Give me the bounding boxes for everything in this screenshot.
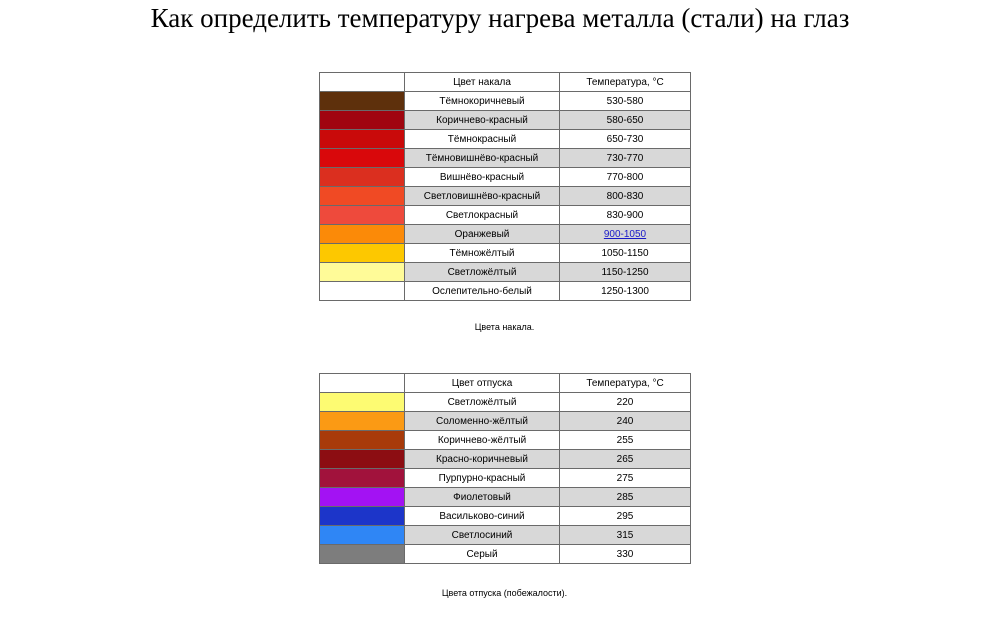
temperature-header: Температура, °С	[560, 374, 691, 393]
temperature-cell: 220	[560, 393, 691, 412]
color-name-cell: Светлосиний	[405, 526, 560, 545]
temperature-cell: 730-770	[560, 149, 691, 168]
table-row	[320, 469, 691, 488]
temperature-cell: 650-730	[560, 130, 691, 149]
swatch-header	[320, 73, 405, 92]
table-row	[320, 282, 691, 301]
table-header-row	[320, 374, 691, 393]
table-row	[320, 111, 691, 130]
color-swatch	[320, 545, 405, 564]
color-name-cell: Фиолетовый	[405, 488, 560, 507]
temperature-cell	[560, 225, 691, 244]
color-name-cell: Светложёлтый	[405, 263, 560, 282]
color-name-cell: Тёмнокоричневый	[405, 92, 560, 111]
table-row	[320, 206, 691, 225]
color-name-cell: Соломенно-жёлтый	[405, 412, 560, 431]
temperature-cell: 770-800	[560, 168, 691, 187]
glow-color-table	[319, 72, 691, 301]
color-swatch	[320, 507, 405, 526]
color-name-cell: Ослепительно-белый	[405, 282, 560, 301]
table-header-row	[320, 73, 691, 92]
temperature-cell: 330	[560, 545, 691, 564]
temperature-cell: 295	[560, 507, 691, 526]
color-swatch	[320, 393, 405, 412]
temperature-cell: 1250-1300	[560, 282, 691, 301]
temperature-cell: 285	[560, 488, 691, 507]
table-row	[320, 450, 691, 469]
color-swatch	[320, 130, 405, 149]
color-swatch	[320, 225, 405, 244]
table-row	[320, 431, 691, 450]
table-row	[320, 244, 691, 263]
color-name-cell: Тёмновишнёво-красный	[405, 149, 560, 168]
swatch-header	[320, 374, 405, 393]
color-swatch	[320, 244, 405, 263]
temperature-link[interactable]: 900-1050	[603, 228, 647, 240]
color-swatch	[320, 187, 405, 206]
color-name-cell: Светложёлтый	[405, 393, 560, 412]
temper-table-body	[320, 393, 691, 564]
temperature-cell: 240	[560, 412, 691, 431]
color-name-cell: Коричнево-красный	[405, 111, 560, 130]
table-row	[320, 393, 691, 412]
temper-color-table	[319, 373, 691, 564]
color-name-cell: Тёмнокрасный	[405, 130, 560, 149]
temperature-cell: 830-900	[560, 206, 691, 225]
color-swatch	[320, 469, 405, 488]
color-swatch	[320, 431, 405, 450]
table-row	[320, 168, 691, 187]
temperature-cell: 580-650	[560, 111, 691, 130]
table-row	[320, 149, 691, 168]
temperature-cell: 530-580	[560, 92, 691, 111]
temperature-header: Температура, °С	[560, 73, 691, 92]
table-row	[320, 263, 691, 282]
color-name-cell: Светлокрасный	[405, 206, 560, 225]
color-name-cell: Васильково-синий	[405, 507, 560, 526]
color-swatch	[320, 488, 405, 507]
table-row	[320, 92, 691, 111]
color-name-cell: Серый	[405, 545, 560, 564]
color-swatch	[320, 263, 405, 282]
color-swatch	[320, 92, 405, 111]
table-row	[320, 545, 691, 564]
color-name-cell: Вишнёво-красный	[405, 168, 560, 187]
color-swatch	[320, 206, 405, 225]
color-swatch	[320, 149, 405, 168]
color-name-cell: Светловишнёво-красный	[405, 187, 560, 206]
color-swatch	[320, 412, 405, 431]
temperature-cell: 1050-1150	[560, 244, 691, 263]
page-title: Как определить температуру нагрева металла (стали) на глаз	[150, 3, 850, 33]
table-row	[320, 526, 691, 545]
table-row	[320, 130, 691, 149]
color-name-cell: Тёмножёлтый	[405, 244, 560, 263]
temperature-cell: 275	[560, 469, 691, 488]
temperature-cell: 255	[560, 431, 691, 450]
temper-color-header: Цвет отпуска	[405, 374, 560, 393]
temperature-cell: 800-830	[560, 187, 691, 206]
temperature-cell: 315	[560, 526, 691, 545]
color-name-cell: Оранжевый	[405, 225, 560, 244]
table-row	[320, 225, 691, 244]
color-name-cell: Пурпурно-красный	[405, 469, 560, 488]
glow-color-header: Цвет накала	[405, 73, 560, 92]
glow-table-caption: Цвета накала.	[474, 322, 535, 332]
color-swatch	[320, 282, 405, 301]
table-row	[320, 187, 691, 206]
color-swatch	[320, 168, 405, 187]
color-name-cell: Красно-коричневый	[405, 450, 560, 469]
temper-table-caption: Цвета отпуска (побежалости).	[441, 588, 568, 598]
temperature-cell: 1150-1250	[560, 263, 691, 282]
color-swatch	[320, 526, 405, 545]
color-swatch	[320, 111, 405, 130]
temperature-cell: 265	[560, 450, 691, 469]
glow-table-body	[320, 92, 691, 301]
table-row	[320, 488, 691, 507]
table-row	[320, 412, 691, 431]
color-swatch	[320, 450, 405, 469]
color-name-cell: Коричнево-жёлтый	[405, 431, 560, 450]
table-row	[320, 507, 691, 526]
